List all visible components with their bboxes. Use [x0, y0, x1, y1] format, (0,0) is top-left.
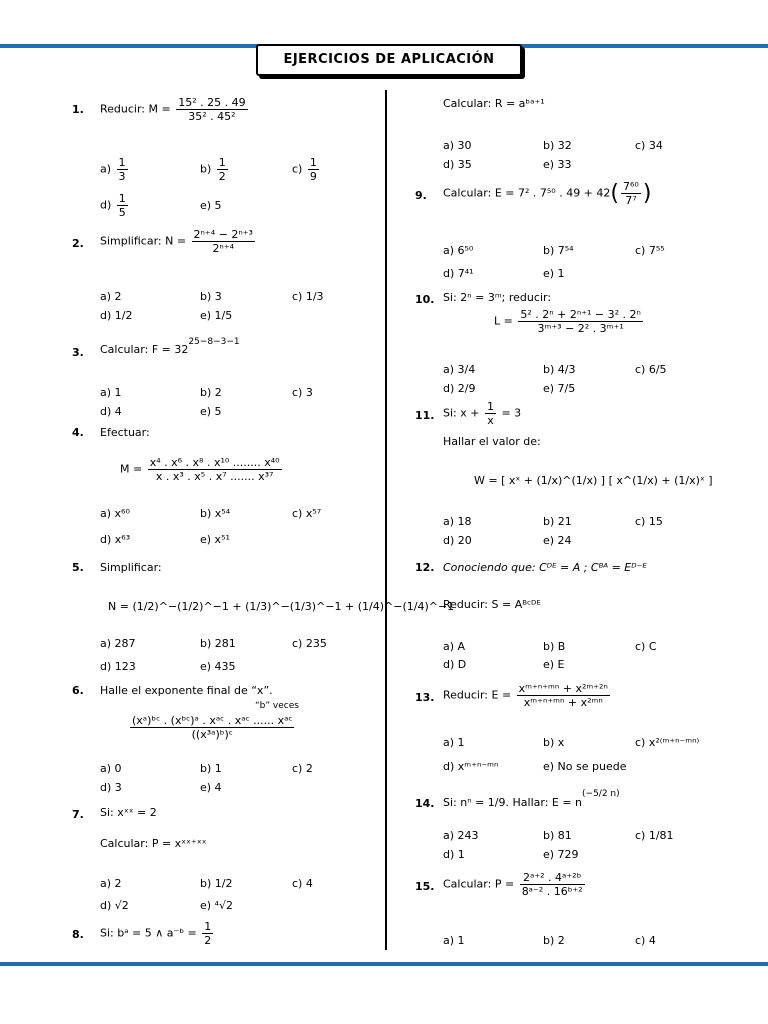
page-title: EJERCICIOS DE APLICACIÓN	[256, 44, 522, 76]
problem-8-number: 8.	[72, 928, 84, 941]
p15-option-a: a) 1	[443, 934, 465, 947]
p5-option-b: b) 281	[200, 637, 236, 650]
p13-option-c: c) x²⁽ᵐ⁺ⁿ⁻ᵐⁿ⁾	[635, 736, 700, 749]
problem-1-denominator: 35² . 45²	[176, 109, 247, 123]
p9-option-c: c) 7⁵⁵	[635, 244, 665, 257]
p11-option-e: e) 24	[543, 534, 572, 547]
p14-option-e: e) 729	[543, 848, 579, 861]
problem-8-statement: Si: bᵃ = 5 ∧ a⁻ᵇ = $\frac{1}{2}$	[100, 920, 212, 947]
problem-4-expression: M = $\frac{\text{x⁴ . x⁶ . x⁸ . x¹⁰ ........ x⁴⁰}}{\text{x . x³ . x⁵ . x⁷ ....... x³⁷}}$	[120, 456, 280, 483]
p12-option-a: a) A	[443, 640, 466, 653]
p12-option-e: e) E	[543, 658, 565, 671]
p13-option-b: b) x	[543, 736, 565, 749]
p12-option-d: d) D	[443, 658, 467, 671]
p6-option-c: c) 2	[292, 762, 313, 775]
p9-option-a: a) 6⁵⁰	[443, 244, 474, 257]
problem-6-number: 6.	[72, 684, 84, 697]
p6-option-d: d) 3	[100, 781, 122, 794]
p7-option-c: c) 4	[292, 877, 313, 890]
p8-option-a: a) 30	[443, 139, 472, 152]
p7-option-b: b) 1/2	[200, 877, 233, 890]
p15-option-c: c) 4	[635, 934, 656, 947]
problem-3-number: 3.	[72, 346, 84, 359]
problem-11-number: 11.	[415, 409, 435, 422]
p11-option-c: c) 15	[635, 515, 663, 528]
problem-10-expression: L = $\frac{\text{5² . 2ⁿ + 2ⁿ⁺¹ − 3² . 2ⁿ}}{\text{3ᵐ⁺³ − 2² . 3ᵐ⁺¹}}$	[494, 308, 641, 335]
p10-option-a: a) 3/4	[443, 363, 476, 376]
problem-1-label: Reducir: M =	[100, 102, 171, 116]
problem-11-find: Hallar el valor de:	[443, 435, 541, 448]
problem-1-fraction	[176, 96, 247, 123]
p7-option-a: a) 2	[100, 877, 122, 890]
p10-option-b: b) 4/3	[543, 363, 576, 376]
p14-option-a: a) 243	[443, 829, 479, 842]
bottom-rule	[0, 962, 768, 966]
p13-option-a: a) 1	[443, 736, 465, 749]
p4-option-c: c) x⁵⁷	[292, 507, 322, 520]
p2-option-e: e) 1/5	[200, 309, 233, 322]
p12-option-b: b) B	[543, 640, 566, 653]
p5-option-d: d) 123	[100, 660, 136, 673]
problem-13-number: 13.	[415, 691, 435, 704]
p11-option-b: b) 21	[543, 515, 572, 528]
p2-option-c: c) 1/3	[292, 290, 324, 303]
p13-option-d: d) xᵐ⁺ⁿ⁻ᵐⁿ	[443, 760, 499, 773]
p5-option-e: e) 435	[200, 660, 236, 673]
p1-option-e: e) 5	[200, 199, 222, 212]
p7-option-e: e) ⁴√2	[200, 899, 233, 912]
problem-4-label: Efectuar:	[100, 426, 150, 439]
p1-option-b: b) $\frac{1}{2}$	[200, 156, 226, 183]
p4-option-e: e) x⁵¹	[200, 533, 230, 546]
p10-option-c: c) 6/5	[635, 363, 667, 376]
p5-option-c: c) 235	[292, 637, 327, 650]
problem-15-number: 15.	[415, 880, 435, 893]
problem-7-calc: Calcular: P = xˣˣ⁺ˣˣ	[100, 837, 207, 850]
p9-option-e: e) 1	[543, 267, 565, 280]
p3-option-d: d) 4	[100, 405, 122, 418]
p8-option-c: c) 34	[635, 139, 663, 152]
problem-5-expression: N = (1/2)^−(1/2)^−1 + (1/3)^−(1/3)^−1 + (1/4)^−(1/4)^−1	[108, 600, 455, 613]
problem-7-label: Si: xˣˣ = 2	[100, 806, 157, 819]
problem-11-statement: Si: x + $\frac{1}{x}$ = 3	[443, 400, 522, 427]
problem-7-number: 7.	[72, 808, 84, 821]
p1-option-c: c) $\frac{1}{9}$	[292, 156, 317, 183]
problem-6-expression: $\frac{\text{(xᵃ)ᵇᶜ . (xᵇᶜ)ᵃ . xᵃᶜ . xᵃᶜ ...... xᵃᶜ}}{\text{((x³ᵃ)ᵇ)ᶜ}}$	[132, 714, 293, 741]
p1-option-a: a) $\frac{1}{3}$	[100, 156, 126, 183]
p13-option-e: e) No se puede	[543, 760, 627, 773]
p15-option-b: b) 2	[543, 934, 565, 947]
p6-option-b: b) 1	[200, 762, 222, 775]
p10-option-d: d) 2/9	[443, 382, 476, 395]
p7-option-d: d) √2	[100, 899, 129, 912]
p9-option-b: b) 7⁵⁴	[543, 244, 574, 257]
problem-4-number: 4.	[72, 426, 84, 439]
problem-12-label: Conociendo que: Cᴰᴱ = A ; Cᴮᴬ = Eᴰ⁻ᴱ	[443, 561, 647, 574]
p2-option-a: a) 2	[100, 290, 122, 303]
problem-5-label: Simplificar:	[100, 561, 162, 574]
p12-option-c: c) C	[635, 640, 657, 653]
p8-option-d: d) 35	[443, 158, 472, 171]
p4-option-d: d) x⁶³	[100, 533, 131, 546]
p10-option-e: e) 7/5	[543, 382, 576, 395]
problem-11-expression: W = [ xˣ + (1/x)^(1/x) ] [ x^(1/x) + (1/x)ˣ ]	[474, 474, 713, 487]
p9-option-d: d) 7⁴¹	[443, 267, 474, 280]
problem-5-number: 5.	[72, 561, 84, 574]
p8-option-b: b) 32	[543, 139, 572, 152]
p6-option-e: e) 4	[200, 781, 222, 794]
problem-3-statement: Calcular: $F = 32^{25-8-3-1}$	[100, 337, 240, 356]
problem-8-calc: Calcular: R = aᵇᵃ⁺¹	[443, 97, 545, 110]
column-divider	[385, 90, 387, 950]
problem-2-number: 2.	[72, 237, 84, 250]
p11-option-d: d) 20	[443, 534, 472, 547]
problem-14-statement: Si: nⁿ = 1/9. Hallar: $E = n^{(-5/2 n)}$	[443, 789, 620, 809]
problem-6-label: Halle el exponente final de “x”.	[100, 684, 273, 697]
problem-6-note: “b” veces	[255, 701, 299, 711]
problem-14-number: 14.	[415, 797, 435, 810]
problem-15-statement: Calcular: P = $\frac{\text{2ᵃ⁺² . 4ᵃ⁺²ᵇ}}{\text{8ᵃ⁻² . 16ᵇ⁺²}}$	[443, 871, 583, 898]
problem-1-numerator: 15² . 25 . 49	[178, 96, 246, 109]
p14-option-c: c) 1/81	[635, 829, 674, 842]
p4-option-a: a) x⁶⁰	[100, 507, 130, 520]
problem-12-number: 12.	[415, 561, 435, 574]
p3-option-a: a) 1	[100, 386, 122, 399]
p3-option-b: b) 2	[200, 386, 222, 399]
p6-option-a: a) 0	[100, 762, 122, 775]
problem-10-label: Si: 2ⁿ = 3ᵐ; reducir:	[443, 291, 552, 304]
p2-option-b: b) 3	[200, 290, 222, 303]
problem-10-number: 10.	[415, 293, 435, 306]
p5-option-a: a) 287	[100, 637, 136, 650]
problem-1-statement	[100, 96, 250, 123]
problem-12-calc: Reducir: S = Aᴮᶜᴰᴱ	[443, 598, 541, 611]
p3-option-c: c) 3	[292, 386, 313, 399]
p1-option-d: d) $\frac{1}{5}$	[100, 192, 126, 219]
problem-9-statement: Calcular: E = 7² . 7⁵⁰ . 49 + 42( $\frac{\text{7⁶⁰}}{\text{7⁷}}$ )	[443, 180, 652, 207]
problem-13-statement: Reducir: E = $\frac{\text{xᵐ⁺ⁿ⁺ᵐⁿ + x²ᵐ⁺²ⁿ}}{\text{xᵐ⁺ⁿ⁺ᵐⁿ + x²ᵐⁿ}}$	[443, 682, 608, 709]
p3-option-e: e) 5	[200, 405, 222, 418]
p4-option-b: b) x⁵⁴	[200, 507, 231, 520]
problem-9-number: 9.	[415, 189, 427, 202]
p11-option-a: a) 18	[443, 515, 472, 528]
p14-option-d: d) 1	[443, 848, 465, 861]
problem-2-statement: Simplificar: N = $\frac{\text{2ⁿ⁺⁴ − 2ⁿ⁺³}}{\text{2ⁿ⁺⁴}}$	[100, 228, 253, 255]
p8-option-e: e) 33	[543, 158, 572, 171]
problem-1-number: 1.	[72, 103, 84, 116]
p2-option-d: d) 1/2	[100, 309, 133, 322]
p14-option-b: b) 81	[543, 829, 572, 842]
